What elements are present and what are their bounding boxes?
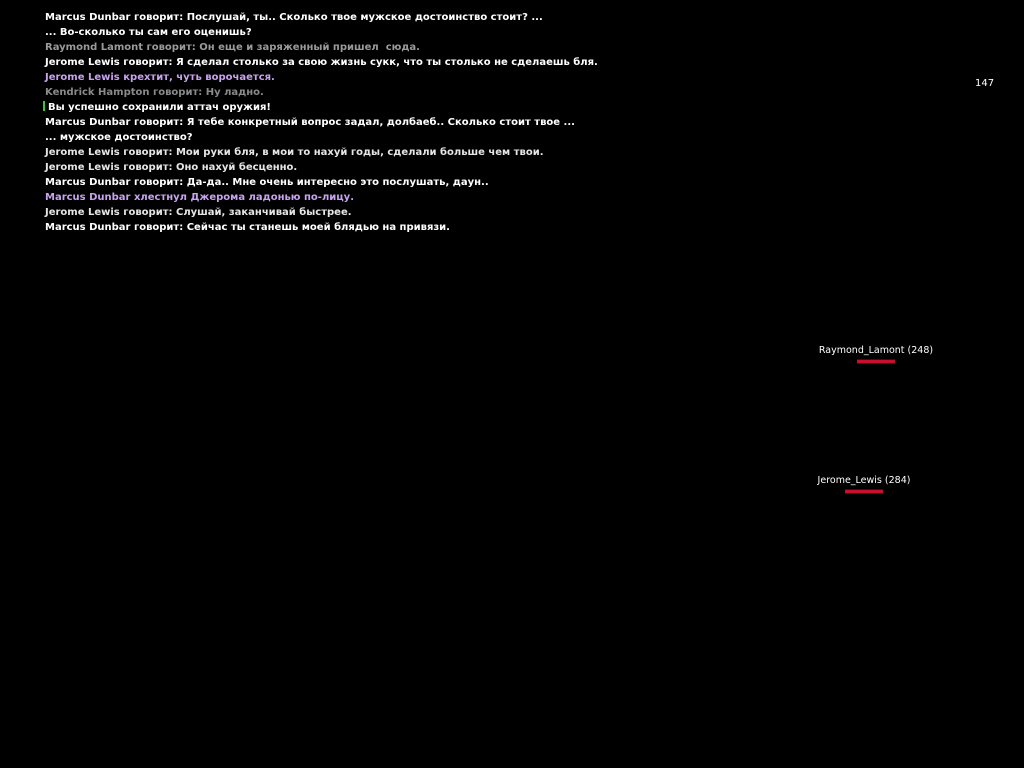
fps-counter: 147 xyxy=(975,78,995,89)
chat-log xyxy=(45,10,745,235)
chat-line: Raymond Lamont говорит: Он еще и заряженный пришел сюда. xyxy=(45,42,420,53)
chat-line: Kendrick Hampton говорит: Ну ладно. xyxy=(45,87,264,98)
player-health-bar xyxy=(845,489,883,494)
chat-line: Jerome Lewis говорит: Я сделал столько за свою жизнь сукк, что ты столько не сделаешь бля. xyxy=(45,57,598,68)
chat-line: Jerome Lewis крехтит, чуть ворочается. xyxy=(45,72,275,83)
chat-line: Jerome Lewis говорит: Слушай, заканчивай быстрее. xyxy=(45,207,352,218)
player-name-label: Jerome_Lewis (284) xyxy=(817,475,911,486)
chat-line: Marcus Dunbar говорит: Послушай, ты.. Сколько твое мужское достоинство стоит? ... xyxy=(45,12,543,23)
chat-line: ... мужское достоинство? xyxy=(45,132,193,143)
player-name-label: Raymond_Lamont (248) xyxy=(818,345,934,356)
system-message: Вы успешно сохранили аттач оружия! xyxy=(48,102,271,113)
player-health-bar xyxy=(857,359,895,364)
chat-line: Marcus Dunbar говорит: Да-да.. Мне очень интересно это послушать, даун.. xyxy=(45,177,489,188)
player-nametag-jerome xyxy=(810,475,918,494)
chat-line: ... Во-сколько ты сам его оценишь? xyxy=(45,27,252,38)
chat-line: Marcus Dunbar говорит: Сейчас ты станешь моей блядью на привязи. xyxy=(45,222,450,233)
chat-line: Jerome Lewis говорит: Мои руки бля, в мои то нахуй годы, сделали больше чем твои. xyxy=(45,147,544,158)
chat-line-system xyxy=(43,100,745,115)
chat-line: Jerome Lewis говорит: Оно нахуй бесценно. xyxy=(45,162,298,173)
player-nametag-raymond xyxy=(814,345,938,364)
system-marker-icon xyxy=(43,101,45,111)
chat-line: Marcus Dunbar говорит: Я тебе конкретный вопрос задал, долбаеб.. Сколько стоит твое ... xyxy=(45,117,575,128)
chat-line: Marcus Dunbar хлестнул Джерома ладонью по-лицу. xyxy=(45,192,354,203)
